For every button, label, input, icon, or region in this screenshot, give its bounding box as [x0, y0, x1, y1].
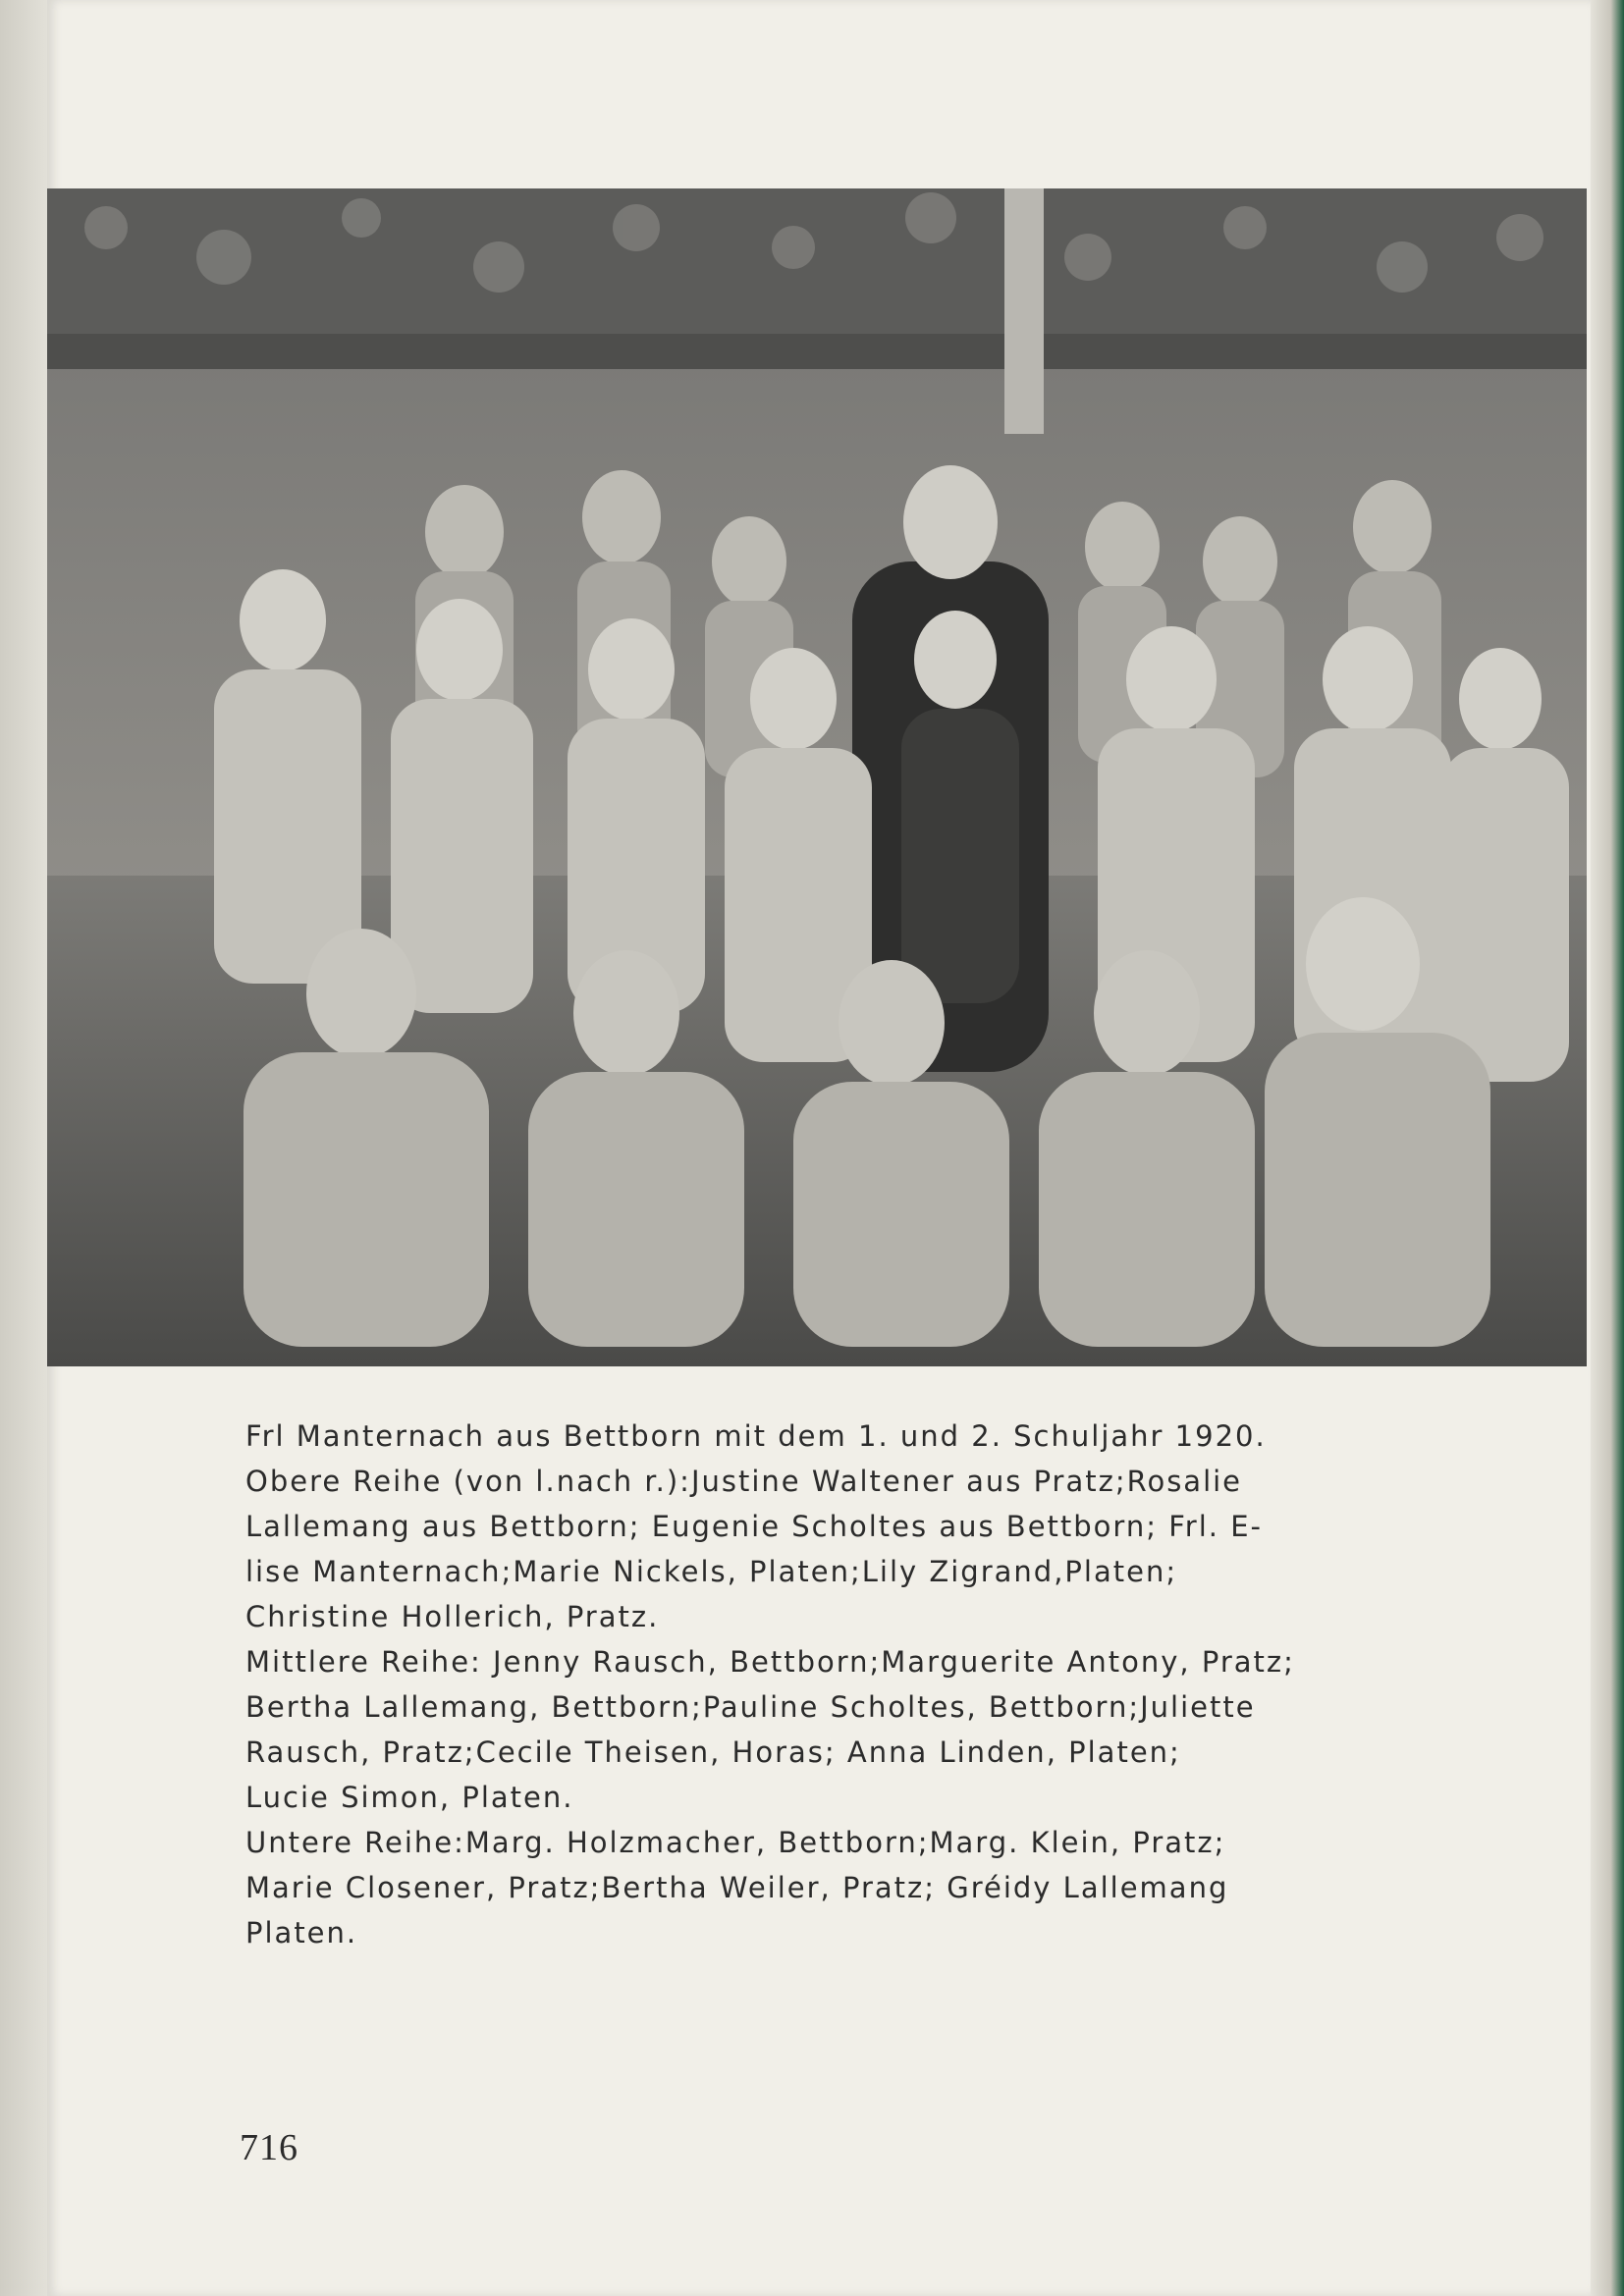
caption-line: Mittlere Reihe: Jenny Rausch, Bettborn;Marguerite Antony, Pratz;: [245, 1645, 1295, 1679]
caption-line: lise Manternach;Marie Nickels, Platen;Lily Zigrand,Platen;: [245, 1555, 1178, 1588]
foliage: [47, 188, 1587, 346]
caption-line: Lucie Simon, Platen.: [245, 1781, 574, 1814]
caption-line: Untere Reihe:Marg. Holzmacher, Bettborn;Marg. Klein, Pratz;: [245, 1826, 1226, 1859]
caption-line: Obere Reihe (von l.nach r.):Justine Waltener aus Pratz;Rosalie: [245, 1465, 1243, 1498]
caption-line: Marie Closener, Pratz;Bertha Weiler, Pratz; Gréidy Lallemang: [245, 1871, 1229, 1904]
caption-line: Lallemang aus Bettborn; Eugenie Scholtes aus Bettborn; Frl. E-: [245, 1510, 1263, 1543]
caption-line: Rausch, Pratz;Cecile Theisen, Horas; Anna Linden, Platen;: [245, 1735, 1181, 1769]
page-gutter-shadow: [0, 0, 47, 2296]
class-photo-image: [47, 188, 1587, 1366]
caption-line: Bertha Lallemang, Bettborn;Pauline Scholtes, Bettborn;Juliette: [245, 1690, 1256, 1724]
page-edge: [1591, 0, 1624, 2296]
photo-caption: [245, 1414, 1522, 1955]
caption-line: Platen.: [245, 1916, 358, 1949]
class-photo: [47, 188, 1587, 1366]
pole: [1004, 188, 1044, 434]
page-number: 716: [240, 2127, 298, 2168]
caption-line: Christine Hollerich, Pratz.: [245, 1600, 660, 1633]
caption-line: Frl Manternach aus Bettborn mit dem 1. und 2. Schuljahr 1920.: [245, 1419, 1267, 1453]
